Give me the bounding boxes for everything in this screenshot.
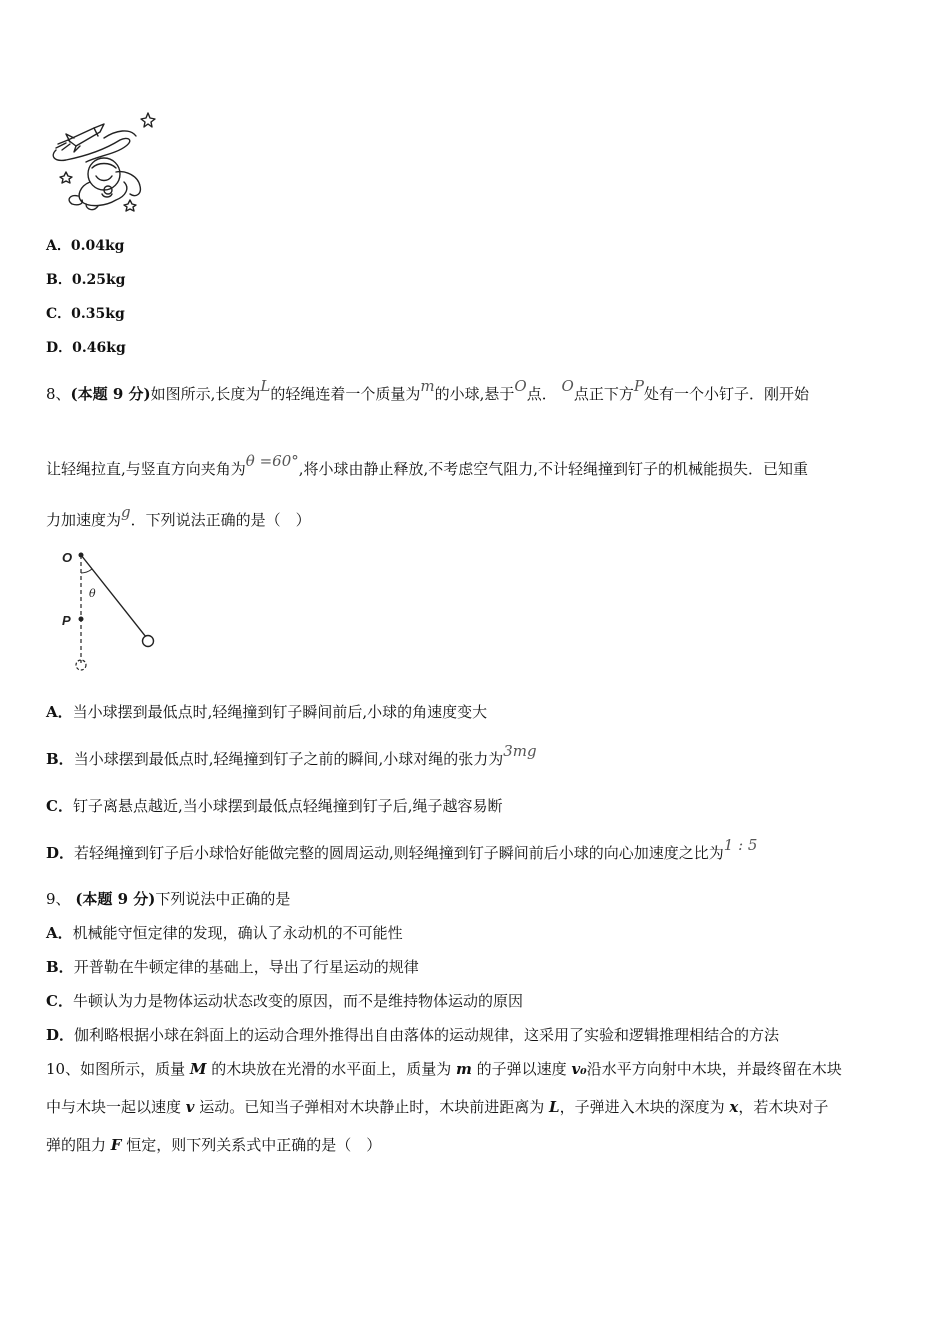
- q9-score-tag: (本题 9 分): [75, 890, 156, 908]
- figure-label-p: P: [62, 613, 71, 628]
- q9-option-d-letter: D．: [46, 1026, 75, 1044]
- q10-var-F: F: [110, 1136, 122, 1154]
- q9-option-d-text: 伽利略根据小球在斜面上的运动合理外推得出自由落体的运动规律，这采用了实验和逻辑推理相结合的方法: [74, 1026, 780, 1044]
- q8-text-9: 力加速度为: [46, 511, 122, 529]
- q10-var-m: m: [456, 1060, 472, 1078]
- q10-var-x: x: [729, 1098, 739, 1116]
- q8-text-1: 如图所示,长度为: [150, 385, 261, 403]
- q7-option-a-letter: A．: [46, 238, 71, 254]
- astronaut-rocket-drawing: [46, 110, 161, 215]
- ball: [143, 636, 154, 647]
- q9-option-a-text: 机械能守恒定律的发现，确认了永动机的不可能性: [72, 924, 403, 942]
- q9-option-c: [46, 991, 523, 1011]
- q7-option-b: [46, 270, 125, 290]
- q7-option-c: [46, 304, 125, 324]
- q8-text-10: ．下列说法正确的是（ ）: [130, 511, 311, 529]
- q8-option-c-letter: C．: [46, 797, 73, 815]
- q8-option-c: [46, 796, 503, 816]
- q9-option-b-letter: B．: [46, 958, 74, 976]
- q9-option-a-letter: A．: [46, 924, 73, 942]
- q10-text-6: 运动。已知当子弹相对木块静止时，木块前进距离为: [194, 1098, 550, 1116]
- q10-text-10: 恒定，则下列关系式中正确的是（ ）: [121, 1136, 382, 1154]
- q8-option-c-text: 钉子离悬点越近,当小球摆到最低点轻绳撞到钉子后,绳子越容易断: [72, 797, 503, 815]
- q8-text-6: 处有一个小钉子．刚开始: [643, 385, 809, 403]
- q7-option-c-text: 0.35kg: [71, 306, 125, 322]
- q10-text-7: ，子弹进入木块的深度为: [559, 1098, 730, 1116]
- q10-text-8: ，若木块对子: [738, 1098, 829, 1116]
- q8-text-8: ,将小球由静止释放,不考虑空气阻力,不计轻绳撞到钉子的机械能损失．已知重: [298, 460, 809, 478]
- q10-text-2: 的木块放在光滑的水平面上，质量为: [206, 1060, 457, 1078]
- q8-text-5: 点正下方: [573, 385, 634, 403]
- q8-text-4: 点．: [526, 385, 557, 403]
- q10-text-4: 沿水平方向射中木块，并最终留在木块: [586, 1060, 842, 1078]
- astronaut-rocket-illustration: [46, 110, 161, 215]
- q8-math-o1: O: [514, 377, 527, 395]
- q10-var-v0: v₀: [571, 1060, 587, 1078]
- q8-text-2: 的轻绳连着一个质量为: [270, 385, 421, 403]
- q10-stem-line-1: [46, 1059, 842, 1079]
- q7-option-b-text: 0.25kg: [71, 272, 126, 288]
- q9-option-c-text: 牛顿认为力是物体运动状态改变的原因，而不是维持物体运动的原因: [72, 992, 523, 1010]
- q10-text-5: 中与木块一起以速度: [46, 1098, 186, 1116]
- q9-number: 9、: [46, 890, 71, 908]
- q8-math-m: m: [420, 377, 435, 395]
- q8-option-a-text: 当小球摆到最低点时,轻绳撞到钉子瞬间前后,小球的角速度变大: [72, 703, 488, 721]
- q10-stem-line-2: [46, 1097, 828, 1117]
- q7-option-b-letter: B．: [46, 272, 72, 288]
- figure-label-theta: θ: [89, 587, 96, 600]
- q9-option-b: [46, 957, 419, 977]
- q8-option-a: [46, 702, 487, 722]
- q7-option-c-letter: C．: [46, 306, 72, 322]
- q8-pendulum-figure: [56, 545, 166, 675]
- q8-math-p: P: [633, 377, 644, 395]
- q10-var-M: M: [189, 1060, 207, 1078]
- q9-stem-text: 下列说法中正确的是: [155, 890, 291, 908]
- q9-option-d: [46, 1025, 779, 1045]
- nail-point: [79, 617, 84, 622]
- q9-option-a: [46, 923, 403, 943]
- q8-option-d-letter: D．: [46, 844, 75, 862]
- q8-math-l: L: [260, 377, 271, 395]
- q10-text-1: 10、如图所示，质量: [46, 1060, 190, 1078]
- q8-option-b-text: 当小球摆到最低点时,轻绳撞到钉子之前的瞬间,小球对绳的张力为: [73, 750, 504, 768]
- q10-var-L: L: [549, 1098, 560, 1116]
- q8-option-b-math: 3mg: [503, 742, 537, 760]
- q8-option-d: [46, 836, 758, 863]
- q8-number: 8、: [46, 385, 71, 403]
- q8-score-tag: (本题 9 分): [70, 385, 151, 403]
- angle-arc: [81, 569, 92, 573]
- q8-option-d-text: 若轻绳撞到钉子后小球恰好能做完整的圆周运动,则轻绳撞到钉子瞬间前后小球的向心加速度之比为: [74, 844, 724, 862]
- q7-option-d: [46, 338, 126, 358]
- q10-var-v: v: [185, 1098, 195, 1116]
- q9-stem: [46, 889, 290, 909]
- q8-stem-line-2: [46, 452, 809, 479]
- q9-option-b-text: 开普勒在牛顿定律的基础上，导出了行星运动的规律: [73, 958, 419, 976]
- q10-stem-line-3: [46, 1135, 381, 1155]
- q10-text-3: 的子弹以速度: [471, 1060, 572, 1078]
- pendulum-diagram: [56, 545, 166, 675]
- q8-math-theta: θ =60°: [245, 452, 299, 470]
- q7-option-a-text: 0.04kg: [70, 238, 125, 254]
- q7-option-a: [46, 236, 124, 256]
- figure-label-o: O: [62, 550, 73, 565]
- q10-text-9: 弹的阻力: [46, 1136, 111, 1154]
- q8-option-a-letter: A．: [46, 703, 73, 721]
- q8-text-3: 的小球,悬于: [434, 385, 515, 403]
- q8-math-o2: O: [561, 377, 574, 395]
- q8-math-g: g: [121, 503, 131, 521]
- q8-stem-line-3: [46, 503, 311, 530]
- q8-option-d-math: 1 : 5: [723, 836, 758, 854]
- q8-option-b: [46, 742, 537, 769]
- q9-option-c-letter: C．: [46, 992, 73, 1010]
- q8-stem-line-1: [46, 377, 809, 404]
- q7-option-d-letter: D．: [46, 340, 73, 356]
- q8-text-7: 让轻绳拉直,与竖直方向夹角为: [46, 460, 246, 478]
- q8-option-b-letter: B．: [46, 750, 74, 768]
- q7-option-d-text: 0.46kg: [72, 340, 126, 356]
